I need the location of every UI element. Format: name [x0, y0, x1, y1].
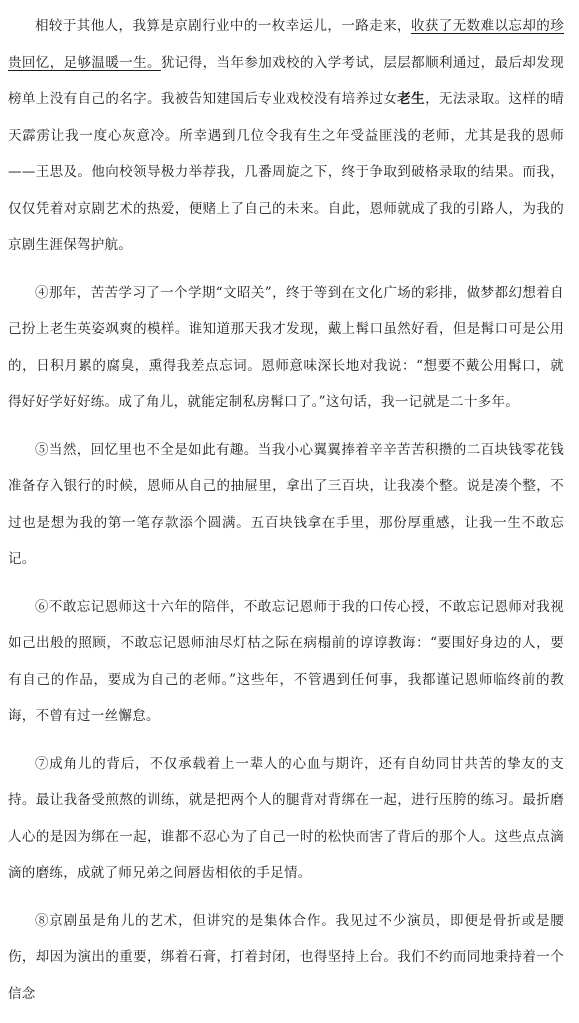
underlined-sentence: 收获了无数难以忘却的珍贵回忆，足够温暖一生。	[8, 18, 564, 71]
paragraph-5	[8, 432, 564, 578]
paragraph-8	[8, 903, 564, 1013]
paragraph-7	[8, 746, 564, 892]
text-segment: ④那年，苦苦学习了一个学期“文昭关”，终于等到在文化广场的彩排，做梦都幻想着自己扮上老生英姿飒爽的模样。谁知道那天我才发现，戴上髯口虽然好看，但是髯口可是公用的，日积月累的腐臭，熏得我差点忘词。恩师意味深长地对我说：“想要不戴公用髯口，就得好好学好好练。成了角儿，就能定制私房髯口了。”这句话，我一记就是二十多年。	[8, 284, 564, 410]
bold-term: 老生	[397, 91, 426, 107]
text-segment: 犹记得，当年参加戏校的入学考试，层层都顺利通过，最后却发现榜单上没有自己的名字。我被告知建国后专业戏校没有培养过女	[8, 54, 564, 107]
text-segment: ，无法录取。这样的晴天霹雳让我一度心灰意冷。所幸遇到几位令我有生之年受益匪浅的老师，尤其是我的恩师——王思及。他向校领导极力举荐我，几番周旋之下，终于争取到破格录取的结果。而我，仅仅凭着对京剧艺术的热爱，便赌上了自己的未来。自此，恩师就成了我的引路人，为我的京剧生涯保驾护航。	[8, 91, 564, 253]
text-segment: ⑧京剧虽是角儿的艺术，但讲究的是集体合作。我见过不少演员，即便是骨折或是腰伤，却因为演出的重要，绑着石膏，打着封闭，也得坚持上台。我们不约而同地秉持着一个信念	[8, 912, 564, 1002]
text-segment: ⑥不敢忘记恩师这十六年的陪伴，不敢忘记恩师于我的口传心授，不敢忘记恩师对我视如己出般的照顾，不敢忘记恩师油尽灯枯之际在病榻前的谆谆教诲：“要围好身边的人，要有自己的作品，要成为自己的老师。”这些年，不管遇到任何事，我都谨记恩师临终前的教诲，不曾有过一丝懈怠。	[8, 598, 564, 724]
paragraph-3	[8, 8, 564, 264]
text-segment: ⑦成角儿的背后，不仅承载着上一辈人的心血与期许，还有自幼同甘共苦的挚友的支持。最让我备受煎熬的训练，就是把两个人的腿背对背绑在一起，进行压胯的练习。最折磨人心的是因为绑在一起，谁都不忍心为了自己一时的松快而害了背后的那个人。这些点点滴滴的磨练，成就了师兄弟之间唇齿相依的手足情。	[8, 755, 564, 881]
paragraph-6	[8, 589, 564, 735]
text-segment: 相较于其他人，我算是京剧行业中的一枚幸运儿，一路走来，	[35, 18, 411, 34]
text-segment: ⑤当然，回忆里也不全是如此有趣。当我小心翼翼捧着辛辛苦苦积攒的二百块钱零花钱准备存入银行的时候，恩师从自己的抽屉里，拿出了三百块，让我凑个整。说是凑个整，不过也是想为我的第一笔存款添个圆满。五百块钱拿在手里，那份厚重感，让我一生不敢忘记。	[8, 441, 564, 567]
paragraph-4	[8, 275, 564, 421]
article-body	[8, 8, 564, 1023]
